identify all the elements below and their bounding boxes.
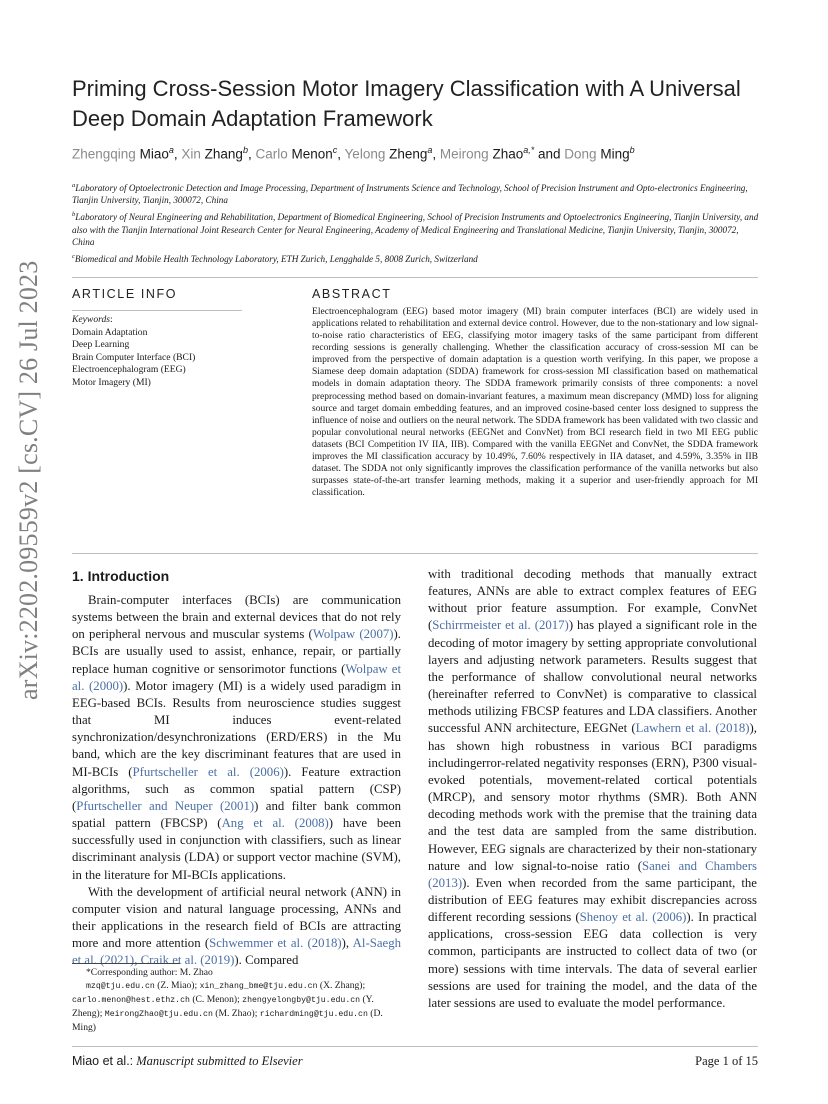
abstract-text: Electroencephalogram (EEG) based motor imagery (MI) brain computer interfaces (BCI) are widely used in applications related to rehabilitation and external device control. However, due to the non-stationary and low signal-to-noise ratio characteristics of EEG, classifying motor imagery tasks of the same participant from different recording sessions is generally challenging. Whether the classification accuracy of cross-session MI can be improved from the perspective of domain adaptation is a question worth verifying. In this paper, we propose a Siamese deep domain adaptation (SDDA) framework for cross-session MI classification based on mathematical models in domain adaptation theory. The SDDA framework primarily consists of three components: a novel preprocessing method based on domain-invariant features, a maximum mean discrepancy (MMD) loss for aligning source and target domain embedding features, and an improved cosine-based center loss designed to suppress the influence of noise and outliers on the neural network. The SDDA framework has been validated with two classic and popular convolutional neural networks (EEGNet and ConvNet) from BCI research field in two MI EEG public datasets (BCI Competition IV IIA, IIB). Compared with the vanilla EEGNet and ConvNet, the SDDA framework improves the MI classification accuracy by 10.49%, 7.60% respectively in IIA dataset, and 4.59%, 3.35% in IIB dataset. The SDDA not only significantly improves the classification performance of the vanilla networks but also surpasses state-of-the-art transfer learning methods, making it a superior and user-friendly approach for MI classification. — [312, 306, 759, 499]
abstract-divider — [72, 553, 758, 554]
email-address: zhengyelongby@tju.edu.cn — [242, 996, 361, 1006]
email-address: xin_zhang_bme@tju.edu.cn — [199, 982, 318, 992]
affiliation-mark: b — [72, 211, 76, 219]
keyword: Domain Adaptation — [72, 326, 148, 338]
email-address: mzq@tju.edu.cn — [86, 982, 155, 992]
intro-paragraph-2 — [72, 884, 401, 970]
citation: Wolpaw (2007) — [312, 627, 394, 642]
intro-paragraph-3 — [428, 566, 757, 1012]
body-text: ) have been successfully used in conjunction with classifiers, such as linear discriminant analysis (LDA) or support vector machine (SVM), in the literature for MI-BCIs applications. — [72, 816, 401, 882]
author-given-name: Xin — [181, 146, 201, 162]
left-column — [72, 566, 401, 969]
body-text: ). Motor imagery (MI) is a widely used paradigm in EEG-based BCIs. Results from neuroscience studies suggest that MI induces event-related synchronization/desynchronizations (ERD/ERS) in the Mu band, which are the key discriminant features that are used in MI-BCIs ( — [72, 678, 401, 779]
author-separator: , — [173, 146, 182, 162]
affiliation-text: Biomedical and Mobile Health Technology Laboratory, ETH Zurich, Lengghalde 5, 8008 Zurich, Switzerland — [74, 253, 478, 264]
corresponding-author: *Corresponding author: M. Zhao — [86, 967, 213, 978]
email-owner: (M. Zhao); — [212, 1008, 260, 1020]
body-text: ). Feature extraction algorithms, such as common spatial pattern (CSP) ( — [72, 764, 401, 813]
author-given-name: Meirong — [439, 146, 489, 162]
author-family-name: Zhang — [204, 146, 243, 162]
citation: Pfurtscheller and Neuper (2001) — [76, 798, 255, 813]
body-text: ). In practical applications, cross-session EEG data collection is very common, participants are instructed to collect data of two (or more) sessions with time intervals. The data of several earlier sessions are used for training the model, and the data of the later sessions are used to evaluate the model performance. — [428, 910, 757, 1010]
citation: Pfurtscheller et al. (2006) — [132, 764, 284, 779]
author-family-name: Miao — [139, 146, 169, 162]
author-family-name: Menon — [291, 146, 333, 162]
email-owner: (X. Zhang); — [317, 980, 366, 992]
footnote-rule — [72, 963, 180, 964]
abstract-heading: ABSTRACT — [312, 287, 392, 301]
keywords-label: Keywords — [72, 314, 111, 325]
author-separator: and — [534, 146, 565, 162]
paper-title: Priming Cross-Session Motor Imagery Classification with A Universal Deep Domain Adaptation Framework — [72, 76, 741, 131]
author-affiliation-mark: b — [629, 145, 635, 155]
citation: Craik et al. (2019) — [140, 953, 235, 968]
author-affiliation-mark: a,* — [523, 145, 535, 155]
body-text: with traditional decoding methods that manually extract features, ANNs are able to extract complex features of EEG without prior feature assumption. For example, ConvNet ( — [428, 567, 757, 633]
author-affiliation-mark: c — [332, 145, 338, 155]
author-family-name: Zheng — [389, 146, 428, 162]
article-info-divider — [72, 310, 242, 311]
arxiv-stamp: arXiv:2202.09559v2 [cs.CV] 26 Jul 2023 — [14, 260, 43, 700]
citation: Lawhern et al. (2018) — [635, 721, 750, 736]
author-affiliation-mark: a — [427, 145, 433, 155]
body-text: ). BCIs are usually used to assist, enhance, repair, or partially replace human cognitive or sensorimotor functions ( — [72, 627, 401, 676]
citation: Wolpaw et al. (2000) — [72, 661, 402, 693]
citation: Schirrmeister et al. (2017) — [432, 618, 569, 633]
keywords-list — [72, 327, 242, 390]
citation: Ang et al. (2008) — [221, 816, 329, 831]
keyword: Motor Imagery (MI) — [72, 376, 151, 388]
author-separator: , — [247, 146, 256, 162]
affiliation — [72, 180, 762, 207]
body-text: ). Compared — [234, 953, 299, 968]
body-text: , — [134, 953, 141, 968]
email-address: carlo.menon@hest.ethz.ch — [72, 996, 190, 1006]
keyword: Brain Computer Interface (BCI) — [72, 351, 196, 363]
author-list — [72, 145, 782, 162]
page-footer — [72, 1054, 758, 1069]
author-given-name: Zhengqing — [72, 146, 136, 162]
body-text: ) has played a significant role in the decoding of motor imagery by setting appropriate convolutional layers and adjusting network parameters. Results suggest that the performance of shallow convolutional neural networks (hereinafter referred to ConvNet) is comparative to classical methods utilizing FBCSP features and LDA classifiers. Another successful ANN architecture, EEGNet ( — [428, 618, 757, 736]
citation: Al-Saegh et al. (2021) — [72, 936, 401, 968]
author-given-name: Yelong — [344, 146, 386, 162]
keyword: Deep Learning — [72, 339, 130, 351]
body-text: ), — [341, 936, 353, 951]
author-affiliation-mark: a — [168, 145, 174, 155]
affiliation — [72, 209, 762, 248]
affiliation-mark: c — [72, 252, 75, 260]
affiliation-text: Laboratory of Optoelectronic Detection and Image Processing, Department of Instruments Science and Technology, School of Precision Instrument and Opto-electronics Engineering, Tianjin University, Tianjin, 300072, China — [72, 183, 748, 206]
citation: Schwemmer et al. (2018) — [209, 936, 342, 951]
right-column — [428, 566, 757, 1012]
keywords-block: Keywords: Domain Adaptation Deep Learning Brain Computer Interface (BCI) Electroencephalogram (EEG) Motor Imagery (MI) — [72, 314, 242, 390]
body-text: ). Even when recorded from the same participant, the distribution of EEG features may exhibit discrepancies across different recording sessions ( — [428, 875, 757, 925]
author-given-name: Dong — [564, 146, 597, 162]
email-owner: (Y. Zheng); — [72, 994, 374, 1020]
author-emails — [72, 979, 402, 1034]
introduction-heading: 1. Introduction — [72, 568, 170, 584]
author-given-name: Carlo — [255, 146, 288, 162]
author-family-name: Zhao — [492, 146, 524, 162]
article-info-heading: ARTICLE INFO — [72, 287, 178, 301]
footnotes — [72, 966, 402, 1034]
affiliation-text: Laboratory of Neural Engineering and Rehabilitation, Department of Biomedical Engineering, School of Precision Instruments and Optoelectronics Engineering, Tianjin University, and also with the Tianjin International Joint Research Center for Neural Engineering, Academy of Medical Engineering and Translational Medicine, Tianjin University, Tianjin, 300072, China — [72, 212, 759, 247]
citation: Sanei and Chambers (2013) — [428, 858, 757, 890]
citation: Shenoy et al. (2006) — [579, 910, 687, 925]
page-number: Page 1 of 15 — [695, 1054, 758, 1068]
footer-venue: Manuscript submitted to Elsevier — [136, 1054, 303, 1068]
email-owner: (D. Ming) — [72, 1008, 383, 1034]
email-address: MeirongZhao@tju.edu.cn — [104, 1010, 213, 1020]
author-separator: , — [337, 146, 345, 162]
email-address: richardming@tju.edu.cn — [259, 1010, 368, 1020]
author-affiliation-mark: b — [242, 145, 248, 155]
affiliation-mark: a — [72, 182, 76, 189]
affiliations — [72, 180, 762, 267]
header-divider — [72, 277, 758, 278]
body-text: ), has shown high robustness in various BCI paradigms includingerror-related negativity responses (ERN), P300 visual-evoked potentials, movement-related cortical potentials (MRCP), and sensory motor rhythms (SMR). Both ANN decoding methods work with the premise that the training data and the test data are sampled from the same distribution. However, EEG signals are characterized by their non-stationary nature and low signal-to-noise ratio ( — [428, 721, 757, 873]
keyword: Electroencephalogram (EEG) — [72, 364, 186, 376]
affiliation — [72, 251, 762, 265]
footer-divider — [72, 1046, 758, 1047]
author-separator: , — [432, 146, 440, 162]
body-text: Brain-computer interfaces (BCIs) are communication systems between the brain and external devices that do not rely on peripheral nervous and muscular systems ( — [72, 593, 401, 642]
email-owner: (Z. Miao); — [154, 980, 200, 992]
intro-paragraph-1 — [72, 592, 401, 884]
email-owner: (C. Menon); — [189, 994, 243, 1006]
body-text: With the development of artificial neural network (ANN) in computer vision and natural language processing, ANNs and their applications in the research field of BCIs are attracting more and more attention ( — [72, 884, 401, 951]
author-family-name: Ming — [600, 146, 630, 162]
body-text: ) and filter bank common spatial pattern (FBCSP) ( — [72, 798, 401, 831]
footer-author: Miao et al.: — [72, 1054, 134, 1068]
